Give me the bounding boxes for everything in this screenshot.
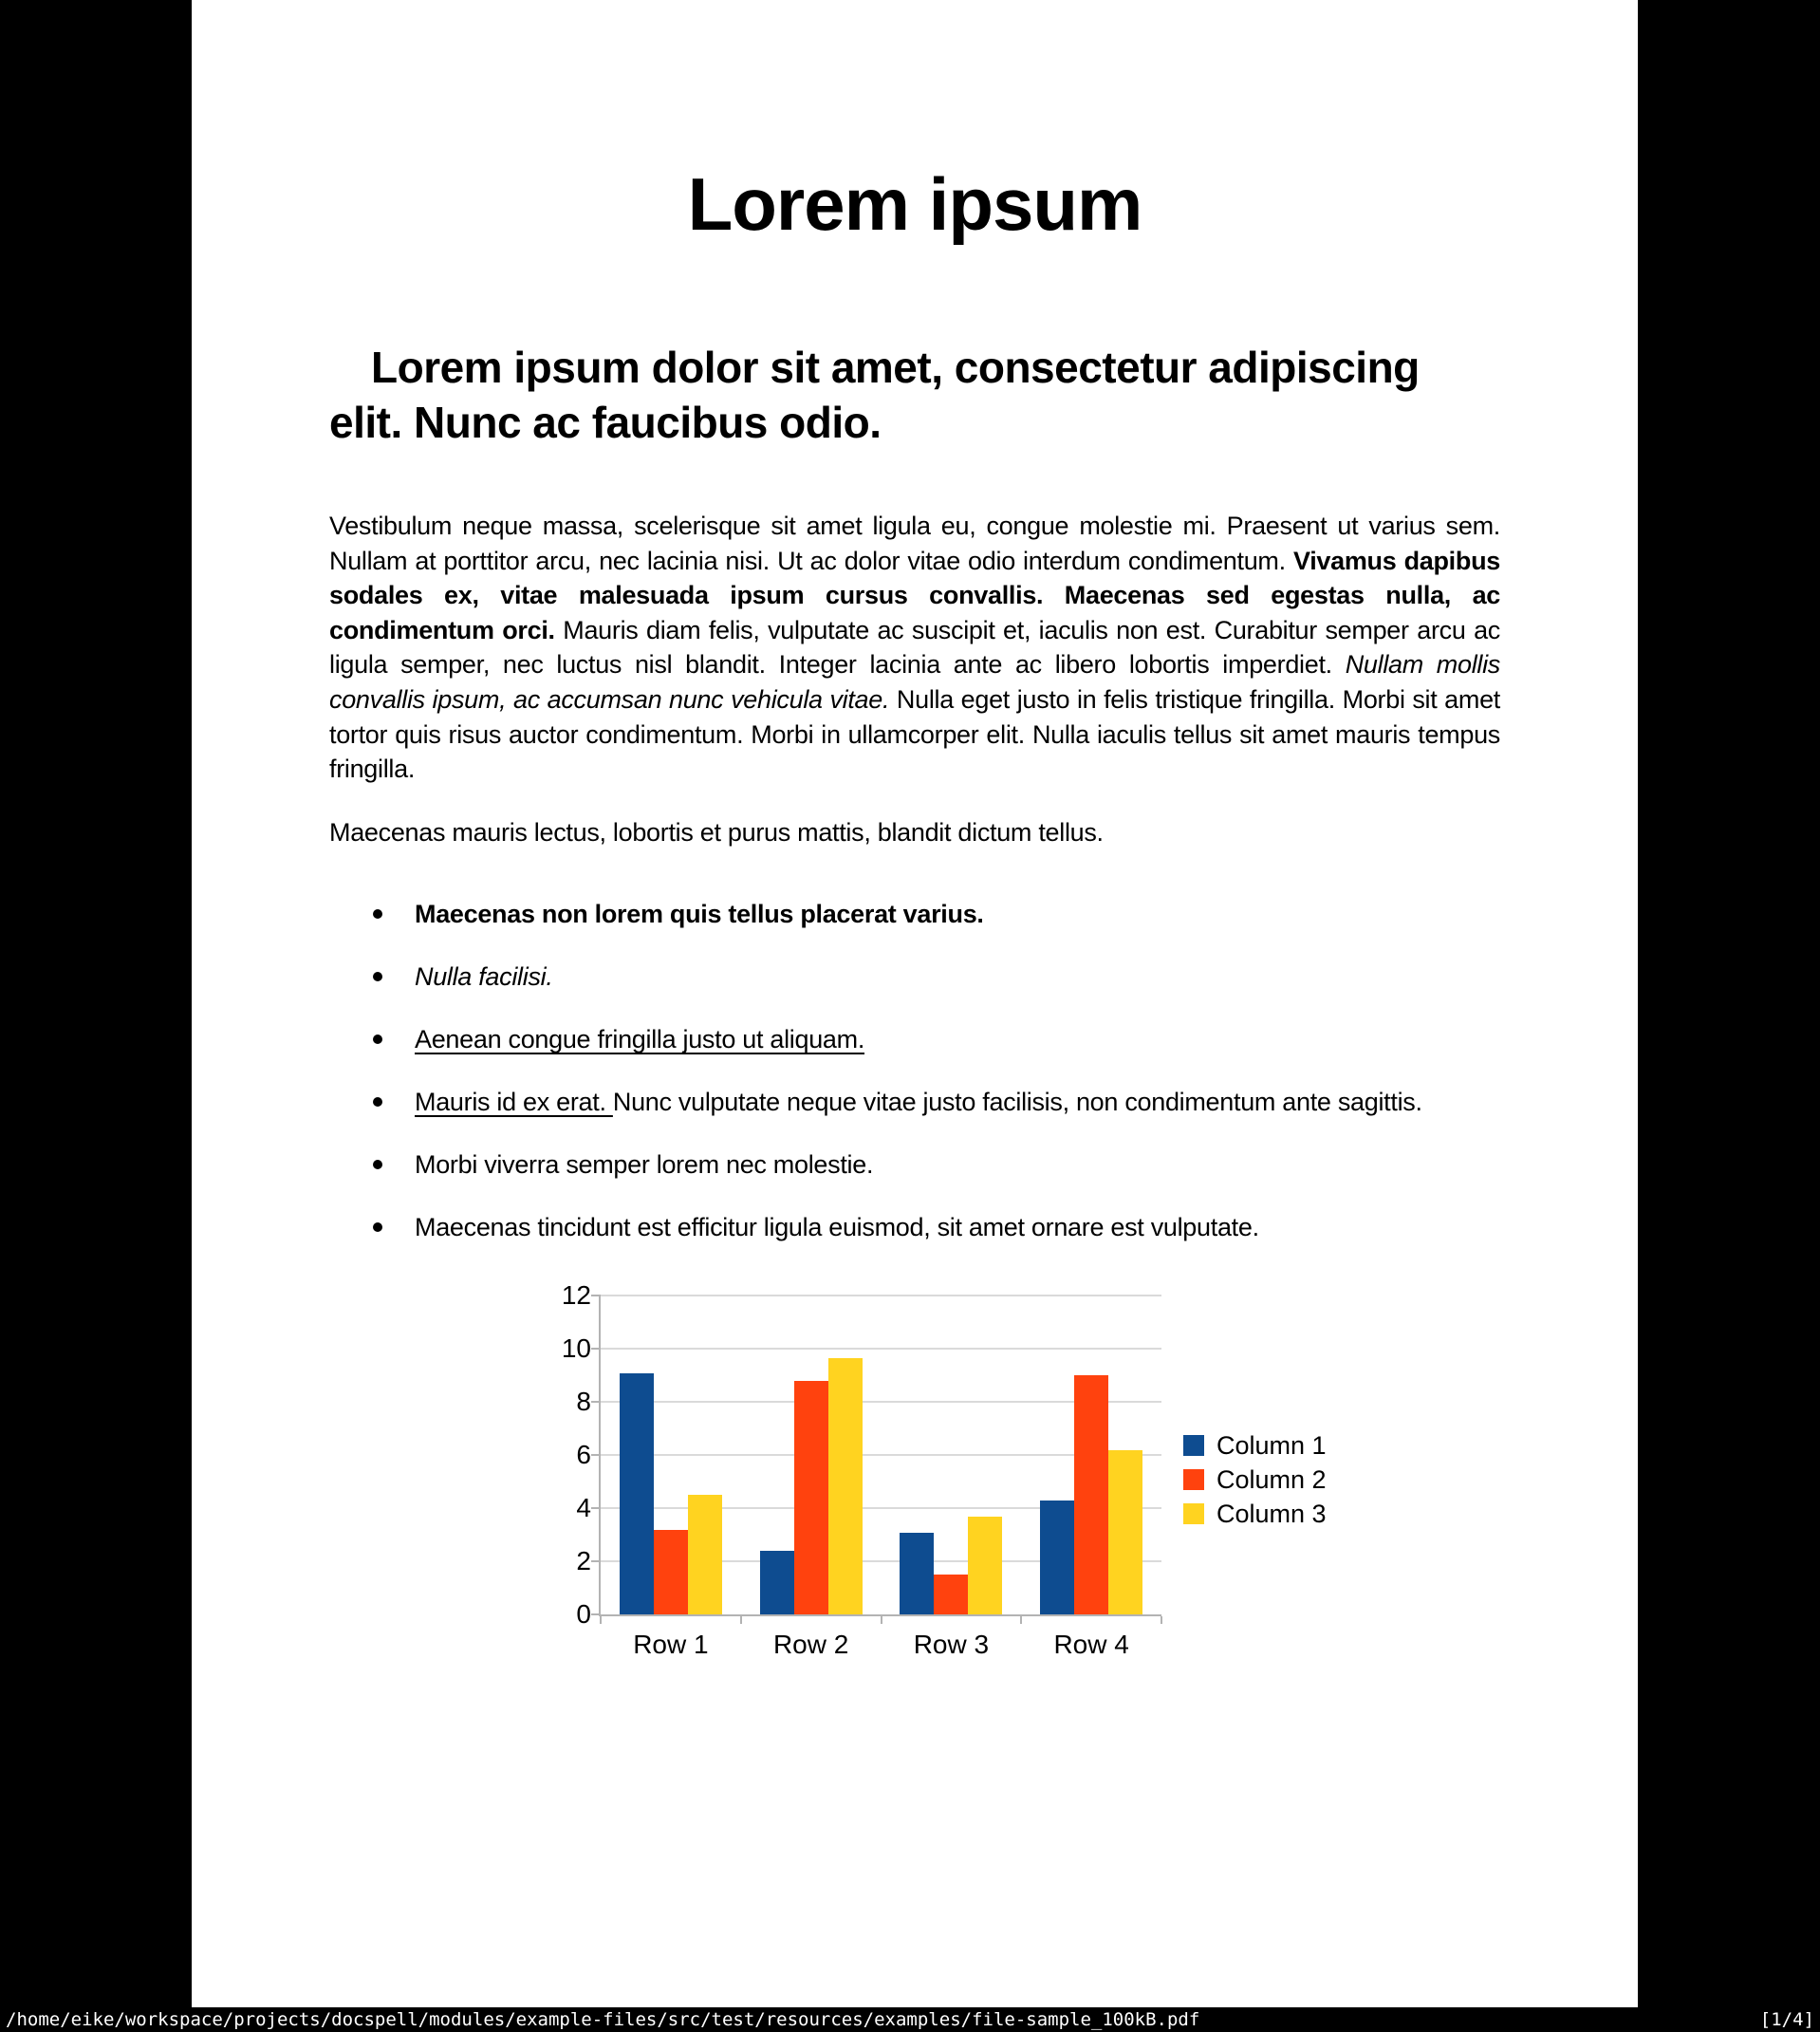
paragraph-italic-text: Nullam mollis convallis ipsum, ac accumsan nunc vehicula vitae. [329,650,1500,714]
list-item [329,893,1500,935]
statusbar [0,2007,1820,2032]
list-item [329,1206,1500,1248]
paragraph-bold-text: Vivamus dapibus sodales ex, vitae malesuada ipsum cursus convallis. Maecenas sed egestas nulla, ac condimentum orci. [329,546,1500,644]
y-axis-tick [591,1560,601,1562]
gridline [601,1295,1161,1296]
list-item [329,956,1500,997]
y-axis-tick-label: 0 [576,1599,591,1630]
legend-swatch-icon [1183,1435,1204,1456]
y-axis-tick [591,1348,601,1350]
document-page[interactable] [192,0,1638,2007]
list-item-text: Aenean congue fringilla justo ut aliquam. [415,1025,865,1054]
x-axis-tick [600,1616,602,1624]
legend-item [1183,1463,1327,1497]
paragraph-text: Mauris diam felis, vulputate ac suscipit et, iaculis non est. Curabitur semper arcu ac ligula semper, nec luctus nisl blandit. Integer lacinia ante ac libero lobortis imperdiet. [329,615,1500,680]
bar-row3-column3 [968,1517,1002,1615]
document-title: Lorem ipsum [687,162,1142,246]
x-axis-tick [1161,1616,1162,1624]
y-axis-tick-label: 6 [576,1440,591,1470]
y-axis-tick-label: 2 [576,1546,591,1576]
list-item-text: Morbi viverra semper lorem nec molestie. [415,1150,874,1180]
x-axis-tick [740,1616,742,1624]
list-item-text: Nunc vulputate neque vitae justo facilisis, non condimentum ante sagittis. [612,1088,1422,1117]
statusbar-page-indicator: [1/4] [1759,2009,1814,2030]
list-item-text: Maecenas non lorem quis tellus placerat varius. [415,900,984,929]
y-axis-tick [591,1295,601,1296]
y-axis-tick-label: 8 [576,1387,591,1417]
bar-row2-column2 [794,1381,828,1614]
y-axis-tick-label: 10 [561,1333,591,1364]
legend-label: Column 1 [1216,1430,1327,1460]
x-axis-tick [1020,1616,1022,1624]
y-axis-tick [591,1454,601,1456]
list-item [329,1081,1500,1123]
bar-row1-column3 [688,1495,722,1614]
bar-row4-column1 [1040,1501,1074,1614]
bar-row1-column2 [654,1530,688,1615]
legend-item [1183,1497,1327,1531]
x-axis-label: Row 4 [1053,1630,1129,1660]
document-subtitle: Lorem ipsum dolor sit amet, consectetur adipiscing elit. Nunc ac faucibus odio. [329,343,1420,447]
bar-chart [329,1280,1500,1706]
y-axis-tick [591,1507,601,1509]
bar-row4-column2 [1074,1375,1108,1614]
bullet-list [329,893,1500,1248]
paragraph-main [329,509,1500,787]
y-axis-tick [591,1613,601,1615]
list-item [329,1144,1500,1185]
bar-row2-column3 [828,1358,863,1614]
x-axis-label: Row 2 [772,1630,849,1660]
legend-label: Column 3 [1216,1499,1327,1528]
legend-swatch-icon [1183,1469,1204,1490]
chart-legend [1183,1428,1327,1531]
gridline [601,1348,1161,1350]
paragraph-text: Nulla eget justo in felis tristique fringilla. Morbi sit amet tortor quis risus auctor condimentum. Morbi in ullamcorper elit. Nulla iaculis tellus sit amet mauris tempus fringilla. [329,684,1501,784]
legend-item [1183,1428,1327,1463]
x-axis-label: Row 3 [913,1630,990,1660]
x-axis-label: Row 1 [633,1630,709,1660]
x-axis-tick [881,1616,882,1624]
bar-row3-column1 [900,1533,934,1615]
chart-plot-area [561,1280,1161,1660]
bar-row2-column1 [760,1551,794,1614]
paragraph-secondary: Maecenas mauris lectus, lobortis et purus mattis, blandit dictum tellus. [329,817,1104,847]
statusbar-file-path: /home/eike/workspace/projects/docspell/modules/example-files/src/test/resources/examples/file-sample_100kB.pdf [6,2009,1200,2030]
list-item-text: Nulla facilisi. [415,962,553,992]
bar-row4-column3 [1108,1450,1142,1615]
y-axis-tick [591,1401,601,1403]
list-item-lead-text: Mauris id ex erat. [415,1088,613,1117]
y-axis-tick-label: 4 [576,1493,591,1523]
list-item-text: Maecenas tincidunt est efficitur ligula euismod, sit amet ornare est vulputate. [415,1213,1259,1242]
legend-label: Column 2 [1216,1464,1327,1494]
list-item [329,1018,1500,1060]
y-axis-tick-label: 12 [561,1280,591,1311]
bar-row3-column2 [934,1575,968,1614]
paragraph-text: Vestibulum neque massa, scelerisque sit amet ligula eu, congue molestie mi. Praesent ut varius sem. Nullam at porttitor arcu, nec lacinia nisi. Ut ac dolor vitae odio interdum condimentum. [329,512,1500,575]
legend-swatch-icon [1183,1503,1204,1524]
bar-row1-column1 [620,1373,654,1615]
